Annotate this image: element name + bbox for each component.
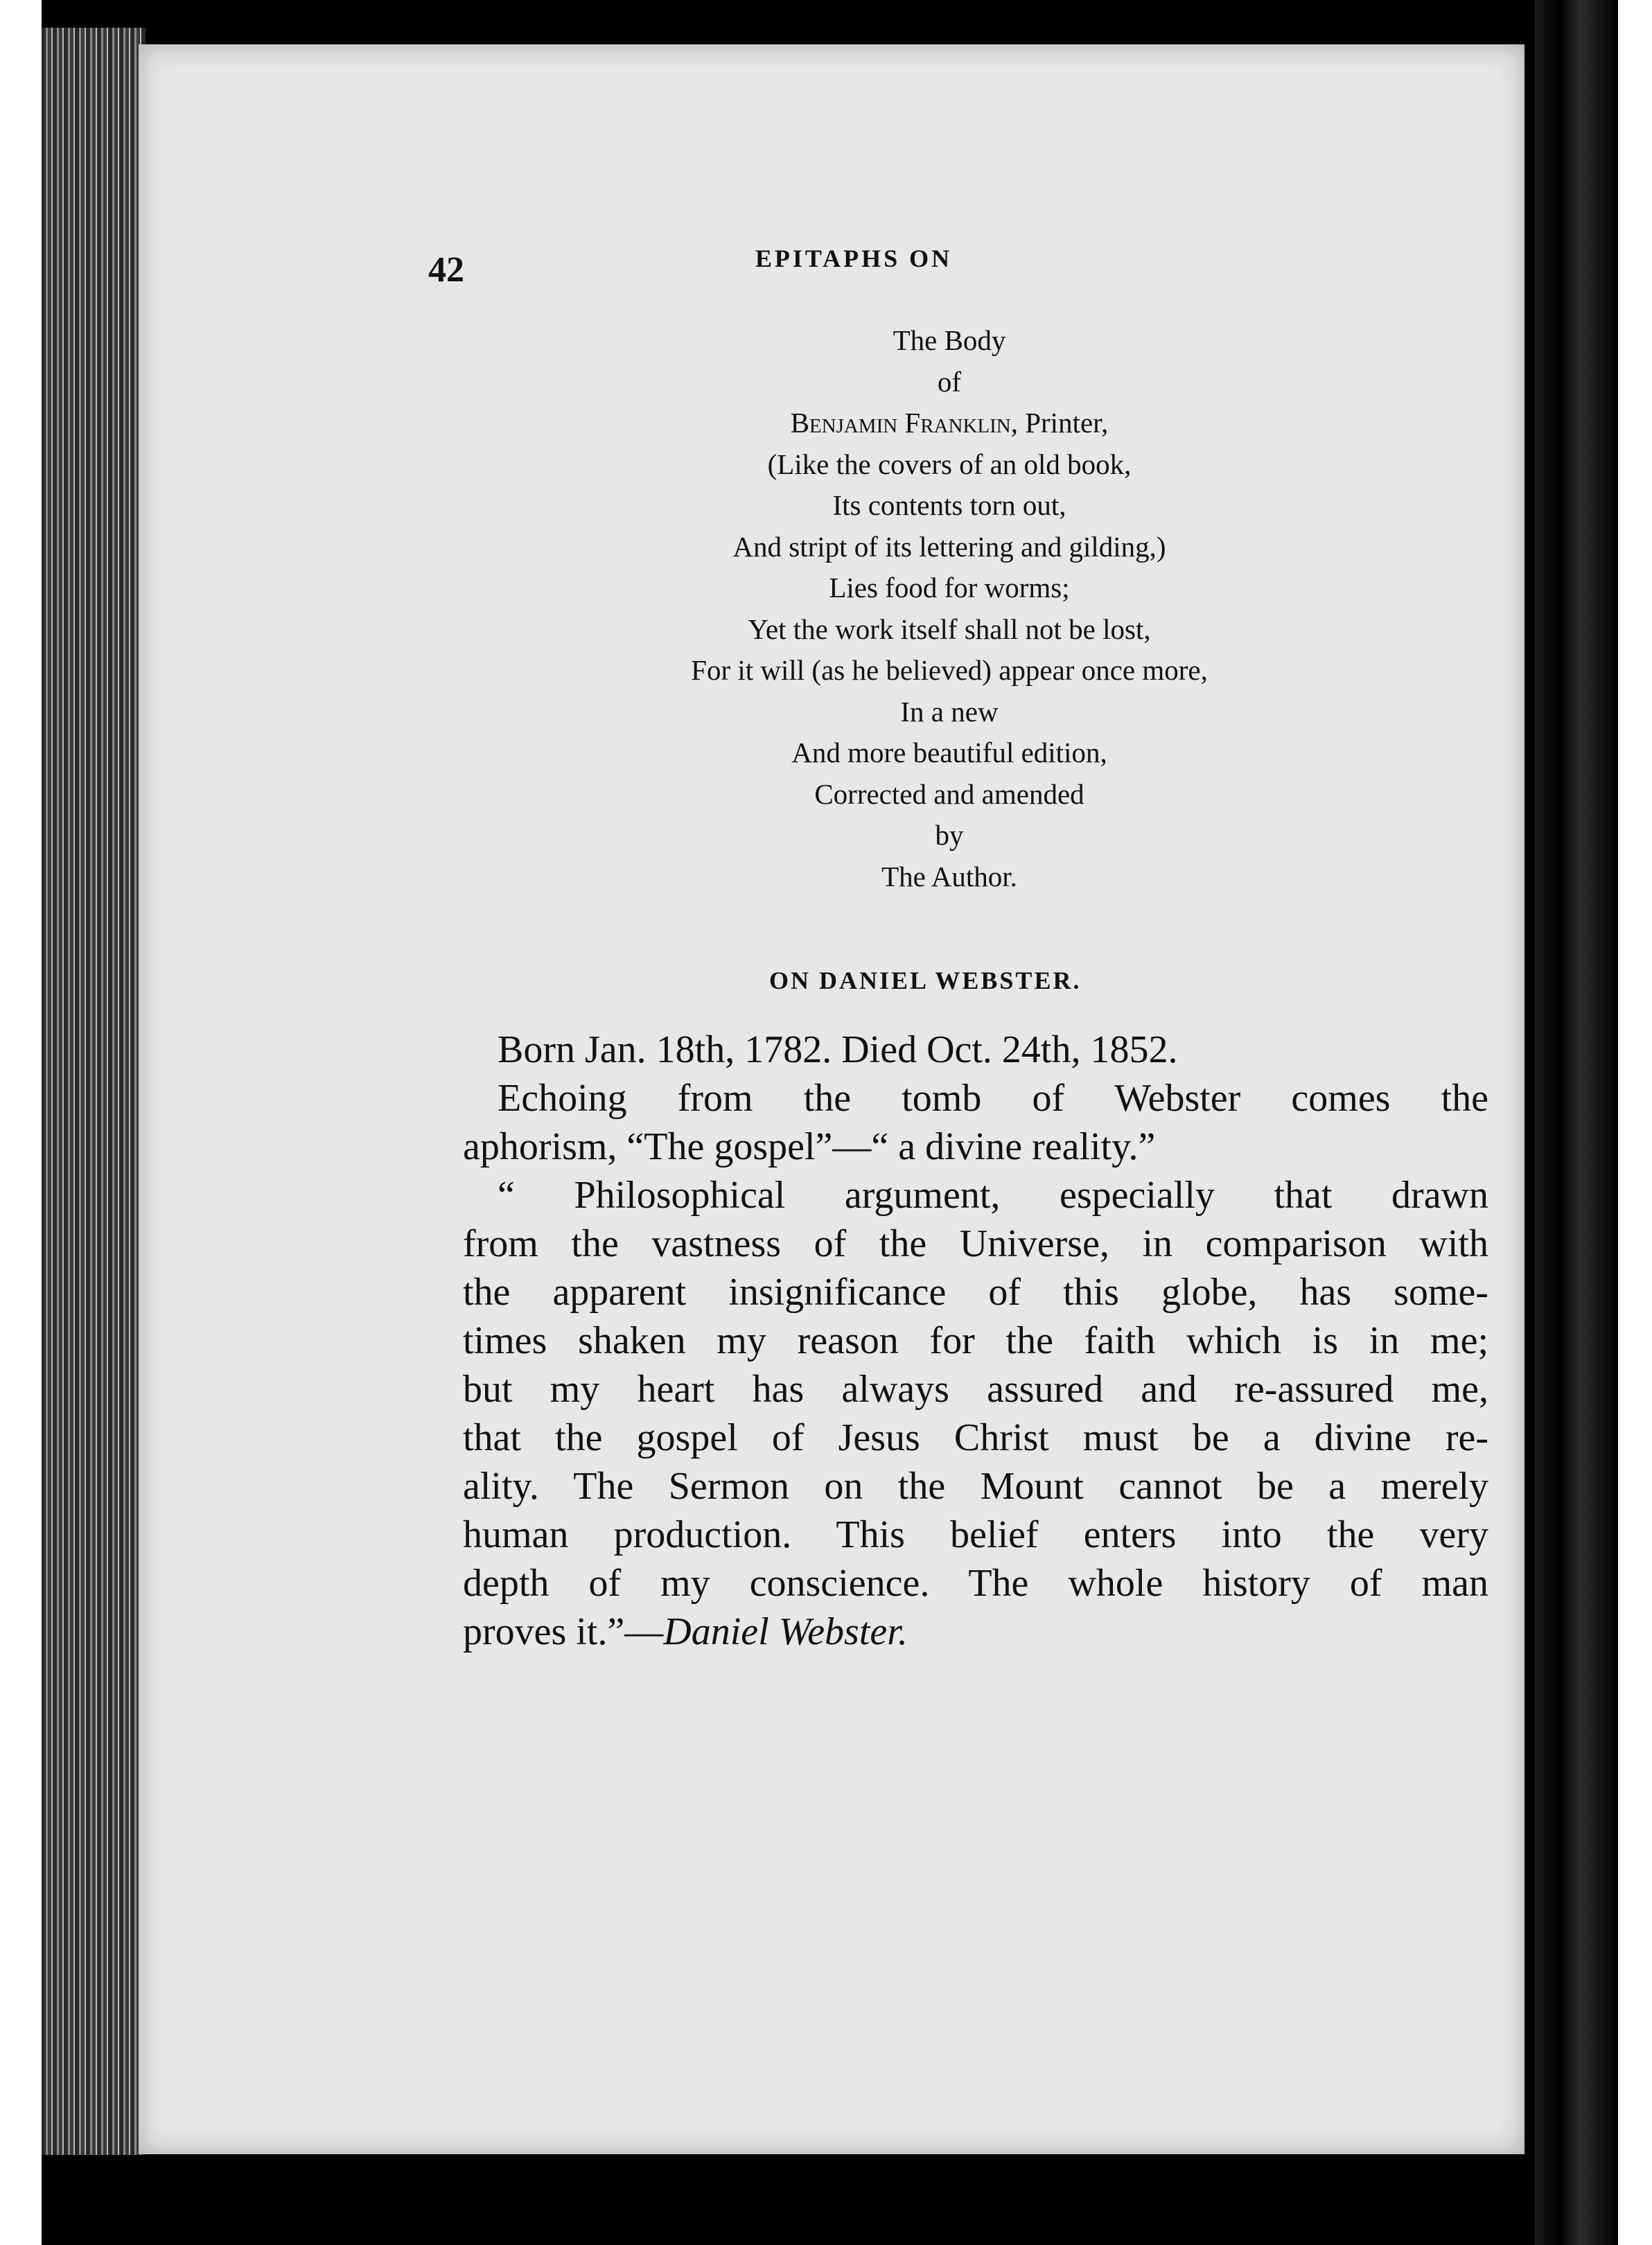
paragraph-line: human production. This belief enters into the very xyxy=(463,1513,1488,1556)
paragraph-line: ality. The Sermon on the Mount cannot be a merely xyxy=(463,1465,1488,1508)
epitaph-line: Its contents torn out, xyxy=(832,489,1066,521)
paragraph-line-final-text: proves it.”— xyxy=(463,1610,664,1653)
paragraph-line: from the vastness of the Universe, in comparison with xyxy=(463,1222,1488,1265)
franklin-epitaph xyxy=(610,320,1289,897)
webster-signature: Daniel Webster. xyxy=(663,1610,908,1653)
epitaph-line: (Like the covers of an old book, xyxy=(767,448,1132,480)
webster-paragraph xyxy=(463,1025,1488,1656)
paragraph-line: the apparent insignificance of this globe, has some- xyxy=(463,1271,1488,1314)
paragraph-line: that the gospel of Jesus Christ must be a divine re- xyxy=(463,1416,1488,1459)
epitaph-line: Corrected and amended xyxy=(814,777,1084,810)
paragraph-line-final xyxy=(463,1608,1488,1656)
epitaph-line: In a new xyxy=(900,695,999,728)
paragraph-line: aphorism, “The gospel”—“ a divine reality.” xyxy=(463,1125,1156,1168)
book-binding-edge xyxy=(1535,0,1618,2245)
webster-section-heading: ON DANIEL WEBSTER. xyxy=(769,967,1082,994)
epitaph-line: Lies food for worms; xyxy=(829,572,1070,604)
paragraph-line: times shaken my reason for the faith which is in me; xyxy=(463,1319,1488,1362)
paragraph-line: but my heart has always assured and re-assured me, xyxy=(463,1368,1488,1411)
franklin-name: Benjamin Franklin xyxy=(790,407,1011,439)
epitaph-line: And stript of its lettering and gilding,) xyxy=(732,530,1166,563)
epitaph-line: of xyxy=(937,365,962,398)
epitaph-line: The Author. xyxy=(881,860,1017,892)
paragraph-line: depth of my conscience. The whole history of man xyxy=(463,1562,1488,1605)
webster-dates: Born Jan. 18th, 1782. Died Oct. 24th, 1852. xyxy=(498,1028,1178,1071)
epitaph-line: The Body xyxy=(893,324,1006,356)
epitaph-line: Yet the work itself shall not be lost, xyxy=(748,613,1151,645)
scan-right-margin xyxy=(1618,0,1652,2245)
epitaph-line-name-suffix: , Printer, xyxy=(1010,407,1109,439)
epitaph-line-name xyxy=(610,403,1289,444)
paragraph-line: Echoing from the tomb of Webster comes the xyxy=(498,1077,1488,1120)
paragraph-line: “ Philosophical argument, especially that drawn xyxy=(498,1174,1488,1217)
epitaph-line: by xyxy=(935,819,964,851)
epitaph-line: For it will (as he believed) appear once more, xyxy=(691,654,1208,686)
page-number: 42 xyxy=(428,250,464,290)
running-title: EPITAPHS ON xyxy=(755,245,953,272)
stacked-page-edges xyxy=(42,28,146,2155)
scan-left-margin xyxy=(0,0,42,2245)
epitaph-line: And more beautiful edition, xyxy=(791,737,1107,768)
